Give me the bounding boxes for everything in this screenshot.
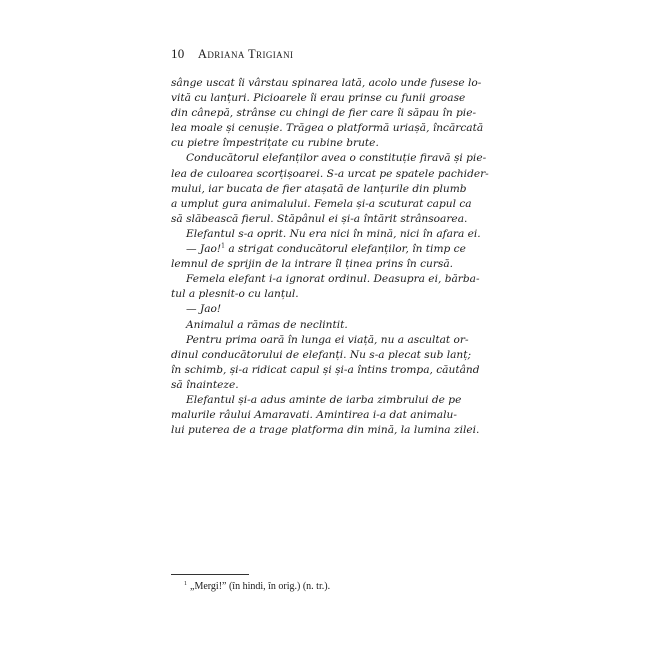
text-line: Pentru prima oară în lunga ei viață, nu a ascultat or- [186, 333, 469, 346]
text-line: cu pietre împestrițate cu rubine brute. [171, 137, 379, 150]
dialogue-line [171, 242, 487, 257]
footnote-text: „Mergi!” (în hindi, în orig.) (n. tr.). [190, 581, 331, 592]
text-line: dinul conducătorului de elefanți. Nu s-a plecat sub lanț; [171, 348, 472, 361]
text-line: sânge uscat îi vârstau spinarea lată, acolo unde fusese lo- [171, 77, 482, 89]
page-number: 10 [171, 46, 185, 61]
text-line: mului, iar bucata de fier atașată de lanțurile din plumb [171, 182, 467, 195]
running-head-author: Adriana Trigiani [197, 47, 294, 61]
text-line: în schimb, și-a ridicat capul și și-a întins trompa, căutând [171, 363, 480, 376]
footnote-mark: 1 [184, 580, 187, 587]
text-line: malurile râului Amaravati. Amintirea i-a dat animalu- [171, 409, 457, 422]
dialogue-text: — Jao! [186, 243, 222, 256]
text-line: din cânepă, strânse cu chingi de fier care îi săpau în pie- [171, 107, 477, 120]
footnote-divider [171, 574, 249, 575]
footnote [184, 581, 330, 592]
dialogue-continuation: a strigat conducătorul elefanților, în timp ce [225, 243, 466, 256]
text-line: lui puterea de a trage platforma din mină, la lumina zilei. [171, 424, 480, 437]
running-header [171, 46, 293, 62]
text-line: Conducătorul elefanților avea o constituție firavă și pie- [186, 152, 487, 165]
text-line: să slăbească fierul. Stăpânul ei și-a întărit strânsoarea. [171, 212, 468, 225]
text-line: a umplut gura animalului. Femela și-a scuturat capul ca [171, 197, 472, 210]
text-line: Elefantul s-a oprit. Nu era nici în mină, nici în afara ei. [186, 227, 481, 240]
text-line: lea de culoarea scorțișoarei. S-a urcat pe spatele pachider- [171, 167, 489, 180]
text-line: Animalul a rămas de neclintit. [186, 318, 348, 331]
text-line: Elefantul și-a adus aminte de iarba zimbrului de pe [186, 393, 462, 406]
text-line: vită cu lanțuri. Picioarele îi erau prinse cu funii groase [171, 92, 466, 105]
text-line: — Jao! [186, 303, 222, 316]
text-line: lemnul de sprijin de la intrare îl ținea prins în cursă. [171, 258, 454, 271]
footnote-reference[interactable]: 1 [221, 242, 225, 250]
text-line: lea moale și cenușie. Trăgea o platformă uriașă, încărcată [171, 122, 484, 135]
text-line: tul a plesnit-o cu lanțul. [171, 288, 299, 301]
text-line: să înainteze. [171, 378, 239, 391]
body-text [171, 76, 487, 438]
text-line: Femela elefant i-a ignorat ordinul. Deasupra ei, bărba- [186, 273, 480, 286]
